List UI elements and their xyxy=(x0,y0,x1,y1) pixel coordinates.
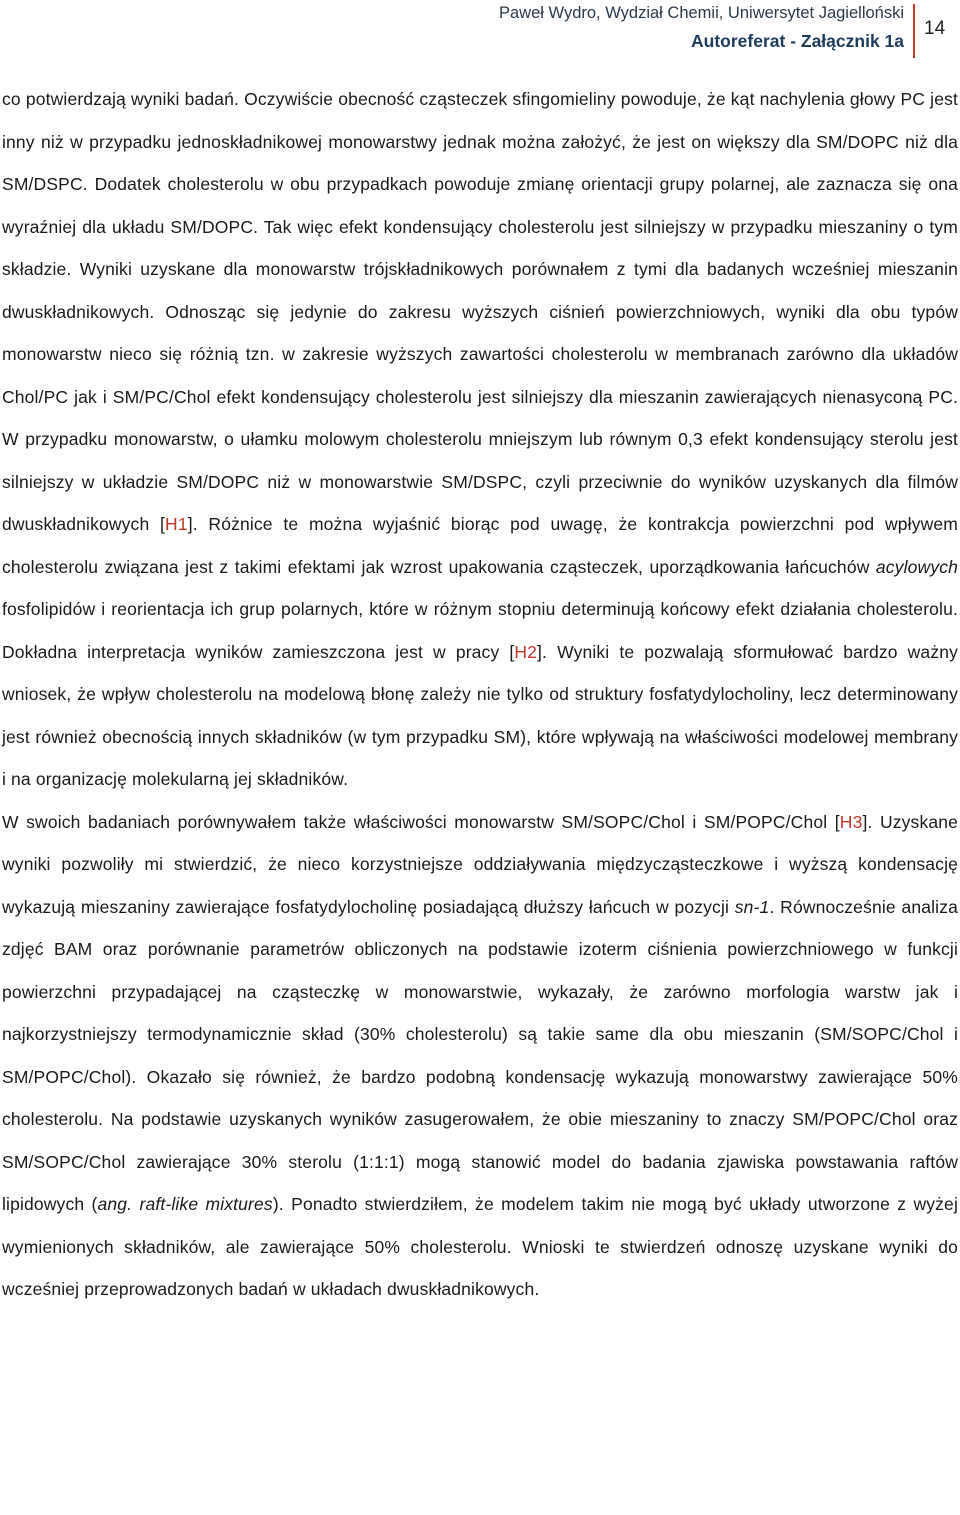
p1-text-1: co potwierdzają wyniki badań. Oczywiście obecność cząsteczek sfingomieliny powoduje, że kąt nachylenia głowy PC jest inny niż w przypadku jednoskładnikowej monowarstwy jednak można założyć, że jest on większy dla SM/DOPC niż dla SM/DSPC. Dodatek cholesterolu w obu przypadkach powoduje zmianę orientacji grupy polarnej, ale zaznacza się ona wyraźniej dla układu SM/DOPC. Tak więc efekt kondensujący cholesterolu jest silniejszy w przypadku mieszaniny o tym składzie. Wyniki uzyskane dla monowarstw trójskładnikowych porównałem z tymi dla badanych wcześniej mieszanin dwuskładnikowych. Odnosząc się jedynie do zakresu wyższych ciśnień powierzchniowych, wyniki dla obu typów monowarstw nieco się różnią tzn. w zakresie wyższych zawartości cholesterolu w membranach zarówno dla układów Chol/PC jak i SM/PC/Chol efekt kondensujący cholesterolu jest silniejszy dla mieszanin zawierających nienasyconą PC. W przypadku monowarstw, o ułamku molowym cholesterolu mniejszym lub równym 0,3 efekt kondensujący sterolu jest silniejszy w układzie SM/DOPC niż w monowarstwie SM/DSPC, czyli przeciwnie do wyników uzyskanych dla filmów dwuskładnikowych [ xyxy=(2,89,958,534)
p1-text-2: ]. Różnice te można wyjaśnić biorąc pod uwagę, że kontrakcja powierzchni pod wpływem cholesterolu związana jest z takimi efektami jak wzrost upakowania cząsteczek, uporządkowania łańcuchów xyxy=(2,514,958,577)
p2-text-1: W swoich badaniach porównywałem także właściwości monowarstw SM/SOPC/Chol i SM/POPC/Chol [ xyxy=(2,811,840,832)
header-divider xyxy=(913,4,915,58)
body-text xyxy=(2,78,958,1311)
p2-italic-raft-like: ang. raft-like mixtures xyxy=(97,1194,273,1214)
p2-italic-sn1: sn-1 xyxy=(734,896,770,917)
p1-text-4: ]. Wyniki te pozwalają sformułować bardzo ważny wniosek, że wpływ cholesterolu na modelową błonę zależy nie tylko od struktury fosfatydylocholiny, lecz determinowany jest również obecnością innych składników (w tym przypadku SM), które wpływają na właściwości modelowej membrany i na organizację molekularną jej składników. xyxy=(2,641,958,789)
citation-h2: H2 xyxy=(514,641,538,662)
p2-text-4: ). Ponadto stwierdziłem, że modelem takim nie mogą być układy utworzone z wyżej wymienionych składników, ale zawierające 50% cholesterolu. Wnioski te stwierdzeń odnoszę uzyskane wyniki do wcześniej przeprowadzonych badań w układach dwuskładnikowych. xyxy=(2,1194,958,1299)
p1-italic-acylowych: acylowych xyxy=(875,556,958,577)
p2-text-3: . Równocześnie analiza zdjęć BAM oraz porównanie parametrów obliczonych na podstawie izoterm ciśnienia powierzchniowego w funkcji powierzchni przypadającej na cząsteczkę w monowarstwie, wykazały, że zarówno morfologia warstw jak i najkorzystniejszy termodynamicznie skład (30% cholesterolu) są takie same dla obu mieszanin (SM/SOPC/Chol i SM/POPC/Chol). Okazało się również, że bardzo podobną kondensację wykazują monowarstwy zawierające 50% cholesterolu. Na podstawie uzyskanych wyników zasugerowałem, że obie mieszaniny to znaczy SM/POPC/Chol oraz SM/SOPC/Chol zawierające 30% sterolu (1:1:1) mogą stanowić model do badania zjawiska powstawania raftów lipidowych ( xyxy=(2,896,959,1214)
paragraph-2 xyxy=(2,801,958,1311)
page-number: 14 xyxy=(924,18,946,39)
paragraph-1 xyxy=(2,78,958,801)
header-doc-title: Autoreferat - Załącznik 1a xyxy=(691,31,904,51)
header-author: Paweł Wydro, Wydział Chemii, Uniwersytet Jagielloński xyxy=(499,4,904,22)
citation-h3: H3 xyxy=(839,811,863,832)
p1-text-3: fosfolipidów i reorientacja ich grup polarnych, które w różnym stopniu determinują końcowy efekt działania cholesterolu. Dokładna interpretacja wyników zamieszczona jest w pracy [ xyxy=(2,599,958,662)
citation-h1: H1 xyxy=(165,514,188,534)
p2-text-2: ]. Uzyskane wyniki pozwoliły mi stwierdzić, że nieco korzystniejsze oddziaływania międzycząsteczkowe i wyższą kondensację wykazują mieszaniny zawierające fosfatydylocholinę posiadającą dłuższy łańcuch w pozycji xyxy=(2,811,959,917)
page-header xyxy=(0,0,960,60)
